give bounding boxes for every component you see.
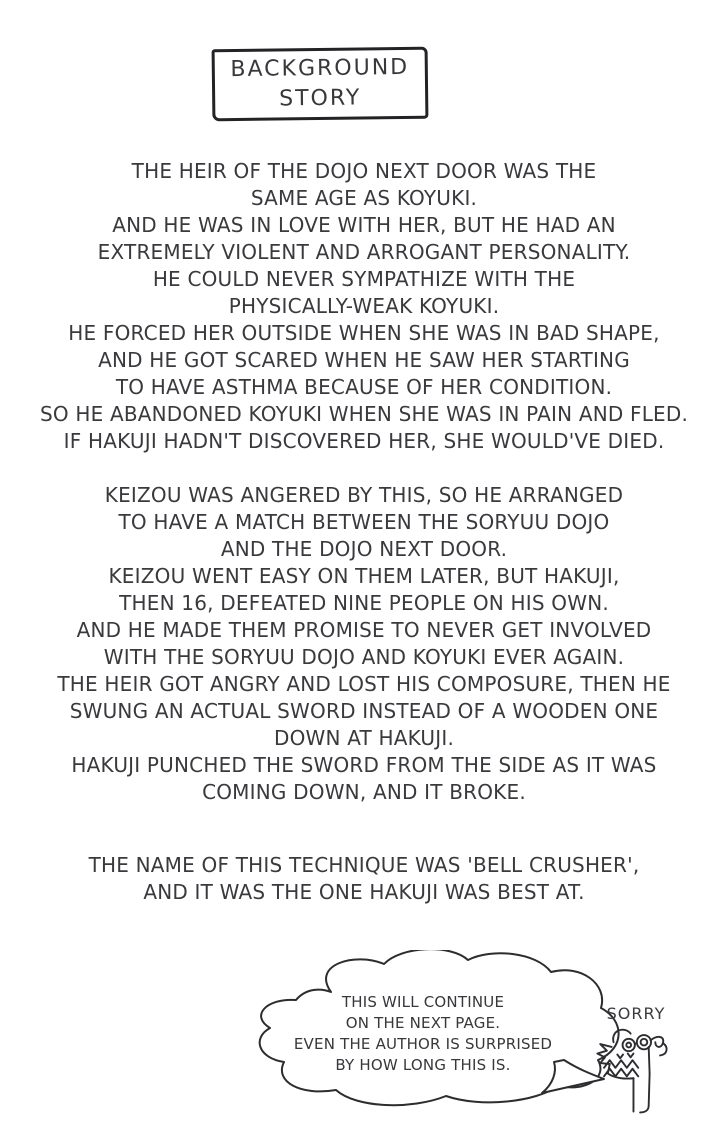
story-line: SAME AGE AS KOYUKI. bbox=[250, 186, 478, 210]
story-line: AND HE WAS IN LOVE WITH HER, BUT HE HAD AN bbox=[112, 213, 616, 237]
story-line: SO HE ABANDONED KOYUKI WHEN SHE WAS IN PAIN AND FLED. bbox=[39, 402, 689, 426]
story-line: AND HE GOT SCARED WHEN HE SAW HER STARTING bbox=[98, 348, 630, 372]
story-line: KEIZOU WENT EASY ON THEM LATER, BUT HAKUJI, bbox=[108, 564, 620, 588]
story-line: PHYSICALLY-WEAK KOYUKI. bbox=[228, 294, 500, 318]
bubble-line: ON THE NEXT PAGE. bbox=[345, 1014, 501, 1032]
story-line: HE FORCED HER OUTSIDE WHEN SHE WAS IN BAD SHAPE, bbox=[68, 321, 660, 345]
page-title-line-2: STORY bbox=[278, 85, 362, 112]
story-line: COMING DOWN, AND IT BROKE. bbox=[202, 780, 526, 804]
story-line: AND HE MADE THEM PROMISE TO NEVER GET INVOLVED bbox=[76, 618, 652, 642]
bubble-line: EVEN THE AUTHOR IS SURPRISED bbox=[293, 1035, 553, 1053]
title-box bbox=[212, 47, 429, 122]
story-line: TO HAVE ASTHMA BECAUSE OF HER CONDITION. bbox=[115, 375, 613, 399]
story-paragraph-2 bbox=[0, 482, 728, 806]
story-line: EXTREMELY VIOLENT AND ARROGANT PERSONALITY. bbox=[97, 240, 631, 264]
story-paragraph-3 bbox=[0, 852, 728, 906]
story-line: THEN 16, DEFEATED NINE PEOPLE ON HIS OWN. bbox=[119, 591, 609, 615]
story-text bbox=[0, 158, 728, 933]
story-line: THE HEIR OF THE DOJO NEXT DOOR WAS THE bbox=[131, 159, 597, 183]
story-line: SWUNG AN ACTUAL SWORD INSTEAD OF A WOODEN ONE bbox=[69, 699, 659, 723]
story-line: IF HAKUJI HADN'T DISCOVERED HER, SHE WOULD'VE DIED. bbox=[63, 429, 665, 453]
story-line: WITH THE SORYUU DOJO AND KOYUKI EVER AGAIN. bbox=[103, 645, 625, 669]
story-line: AND THE DOJO NEXT DOOR. bbox=[220, 537, 508, 561]
story-line: HAKUJI PUNCHED THE SWORD FROM THE SIDE AS IT WAS bbox=[71, 753, 657, 777]
page-title-line-1: BACKGROUND bbox=[230, 54, 410, 83]
story-paragraph-1 bbox=[0, 158, 728, 455]
story-line: KEIZOU WAS ANGERED BY THIS, SO HE ARRANGED bbox=[104, 483, 624, 507]
story-line: HE COULD NEVER SYMPATHIZE WITH THE bbox=[152, 267, 576, 291]
speech-bubble-text bbox=[258, 992, 588, 1076]
story-line: DOWN AT HAKUJI. bbox=[273, 726, 455, 750]
sorry-label: SORRY bbox=[606, 1004, 666, 1023]
bubble-line: THIS WILL CONTINUE bbox=[341, 993, 505, 1011]
story-line: AND IT WAS THE ONE HAKUJI WAS BEST AT. bbox=[143, 880, 585, 904]
bubble-line: BY HOW LONG THIS IS. bbox=[335, 1056, 511, 1074]
story-line: THE HEIR GOT ANGRY AND LOST HIS COMPOSURE, THEN HE bbox=[57, 672, 671, 696]
bespectacled-author-doodle-icon bbox=[585, 1026, 700, 1121]
story-line: THE NAME OF THIS TECHNIQUE WAS 'BELL CRUSHER', bbox=[88, 853, 640, 877]
story-line: TO HAVE A MATCH BETWEEN THE SORYUU DOJO bbox=[118, 510, 610, 534]
